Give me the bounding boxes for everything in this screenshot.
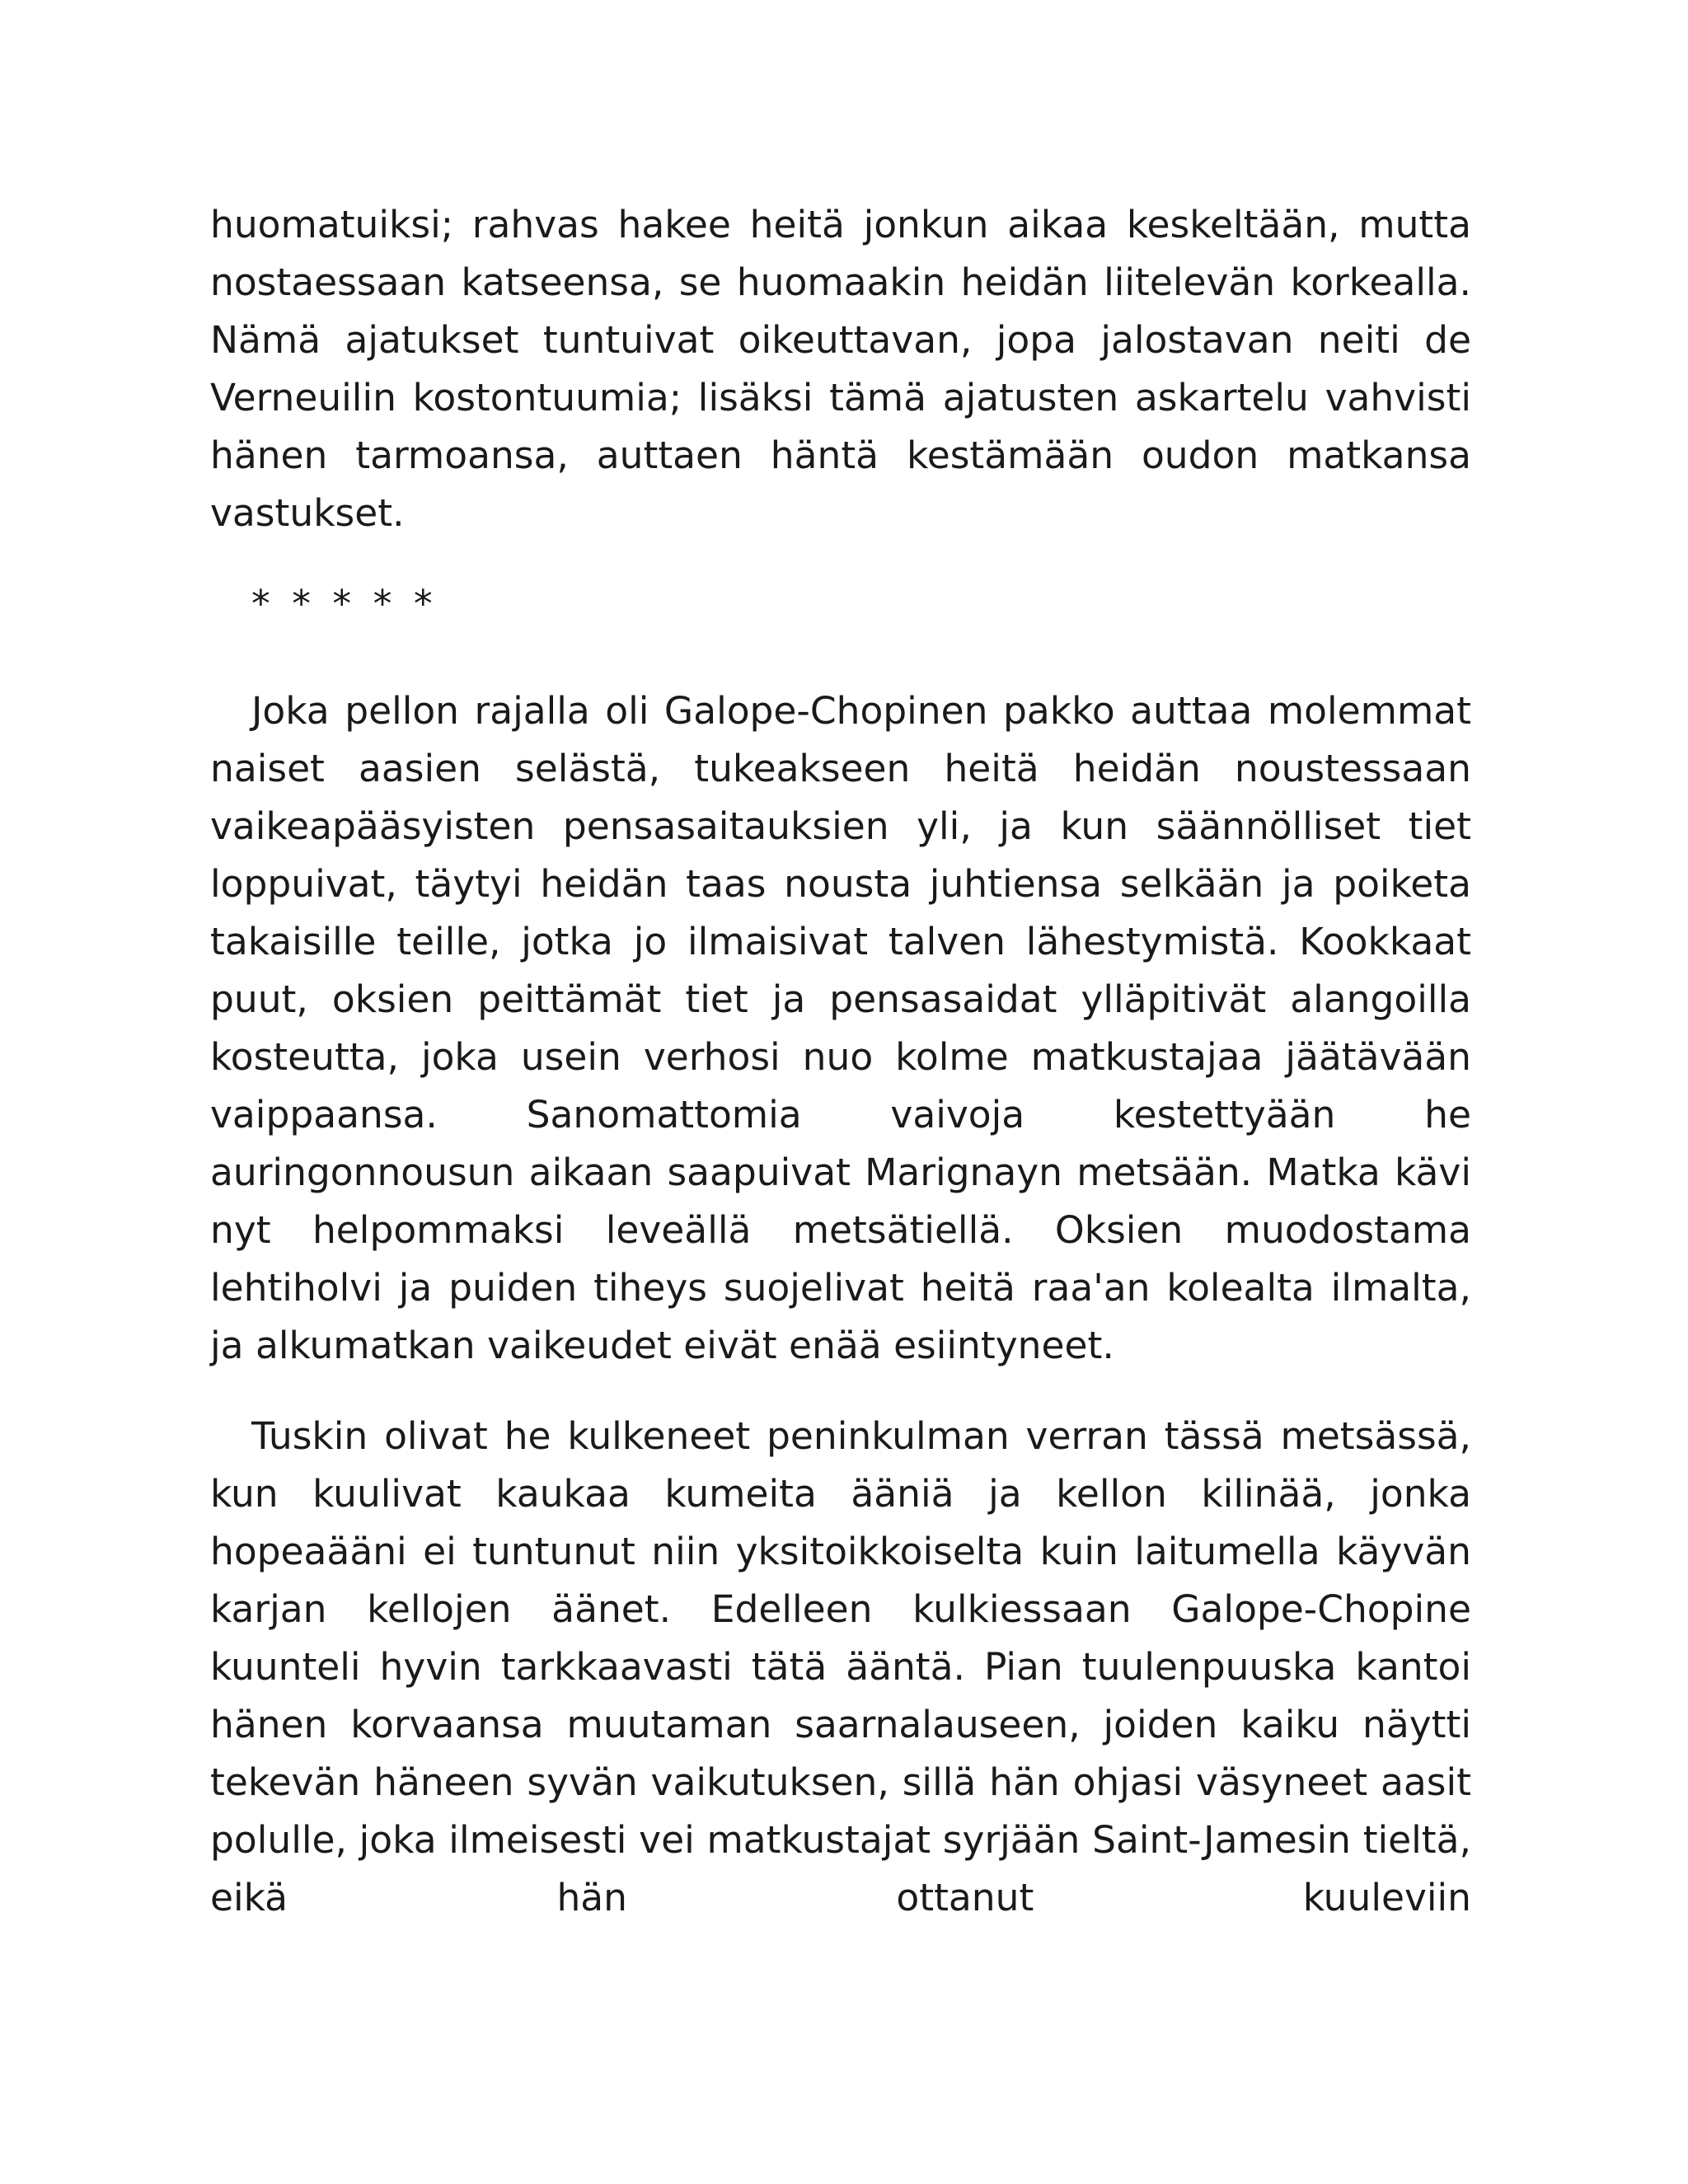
paragraph-2: Joka pellon rajalla oli Galope-Chopinen pakko auttaa molemmat naiset aasien selästä, tukeakseen heitä heidän noustessaan vaikeapääsyisten pensasaitauksien yli, ja kun säännölliset tiet loppuivat, täytyi heidän taas nousta juhtiensa selkään ja poiketa takaisille teille, jotka jo ilmaisivat talven lähestymistä. Kookkaat puut, oksien peittämät tiet ja pensasaidat ylläpitivät alangoilla kosteutta, joka usein verhosi nuo kolme matkustajaa jäätävään vaippaansa. Sanomattomia vaivoja kestettyään he auringonnousun aikaan saapuivat Marignayn metsään. Matka kävi nyt helpommaksi leveällä metsätiellä. Oksien muodostama lehtiholvi ja puiden tiheys suojelivat heitä raa'an kolealta ilmalta, ja alkumatkan vaikeudet eivät enää esiintyneet.	[210, 689, 1471, 1367]
section-separator: * * * * *	[251, 582, 438, 626]
paragraph-1: huomatuiksi; rahvas hakee heitä jonkun aikaa keskeltään, mutta nostaessaan katseensa, se huomaakin heidän liitelevän korkealla. Nämä ajatukset tuntuivat oikeuttavan, jopa jalostavan neiti de Verneuilin kostontuumia; lisäksi tämä ajatusten askartelu vahvisti hänen tarmoansa, auttaen häntä kestämään oudon matkansa vastukset.	[210, 203, 1471, 535]
paragraph-3: Tuskin olivat he kulkeneet peninkulman verran tässä metsässä, kun kuulivat kaukaa kumeita ääniä ja kellon kilinää, jonka hopeaääni ei tuntunut niin yksitoikkoiselta kuin laitumella käyvän karjan kellojen äänet. Edelleen kulkiessaan Galope-Chopine kuunteli hyvin tarkkaavasti tätä ääntä. Pian tuulenpuuska kantoi hänen korvaansa muutaman saarnalauseen, joiden kaiku näytti tekevän häneen syvän vaikutuksen, sillä hän ohjasi väsyneet aasit polulle, joka ilmeisesti vei matkustajat syrjään Saint-Jamesin tieltä, eikä hän ottanut kuuleviin	[210, 1414, 1471, 1919]
document-page	[210, 196, 1471, 1927]
